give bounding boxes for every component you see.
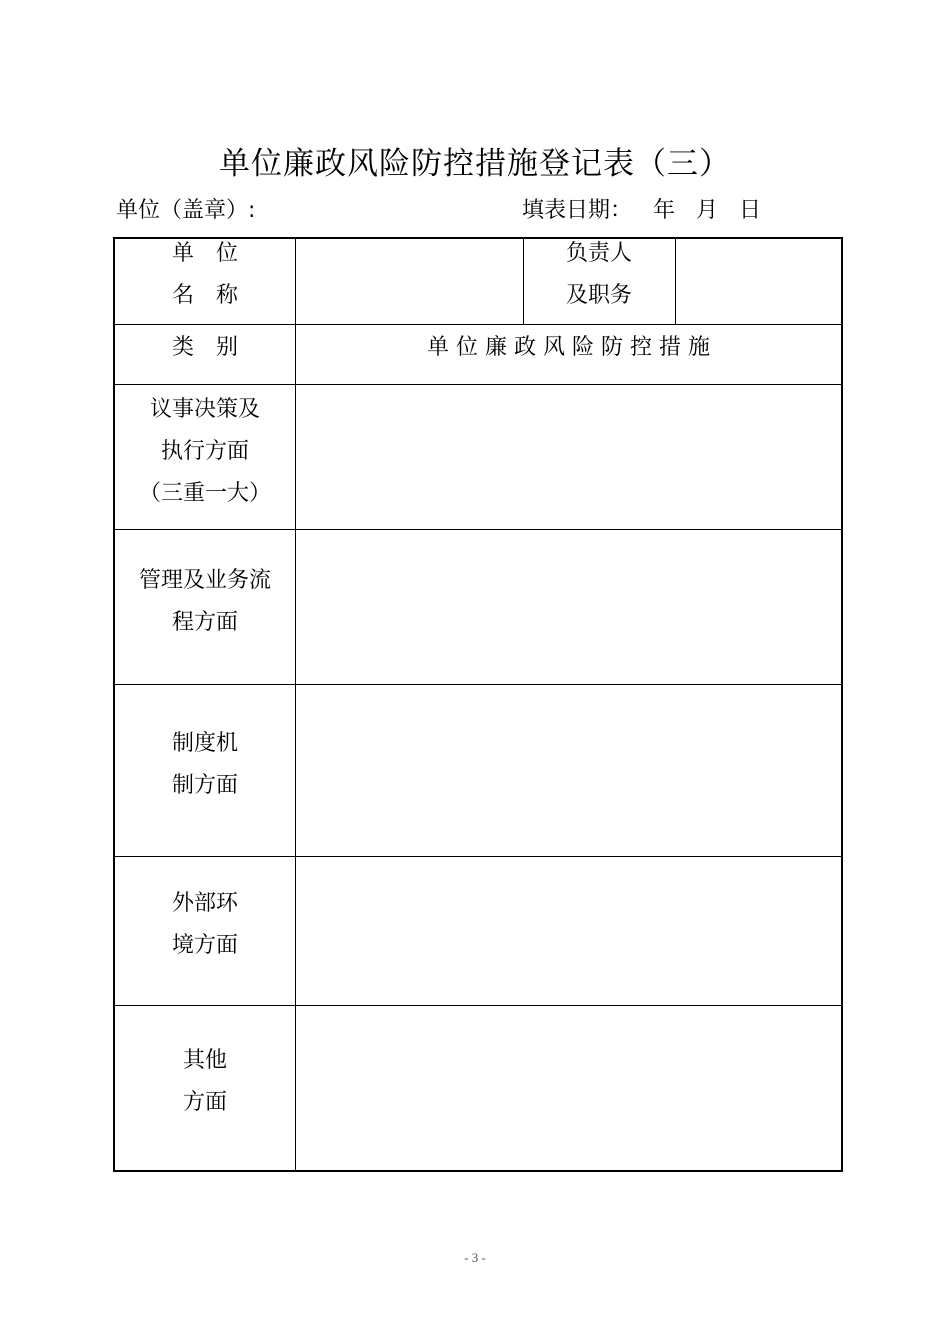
unit-name-label: 单 位 名 称 — [171, 241, 238, 308]
unit-seal-label: 单位（盖章）: — [116, 198, 256, 223]
row-label-other: 其他 方面 — [182, 1048, 227, 1115]
row-field-external[interactable] — [296, 857, 841, 1005]
row-label-system: 制度机 制方面 — [171, 731, 238, 798]
row-field-management[interactable] — [296, 530, 841, 684]
row-label-management: 管理及业务流 程方面 — [138, 568, 271, 635]
category-label: 类 别 — [171, 335, 238, 360]
row-label-decision: 议事决策及 执行方面 （三重一大） — [138, 397, 271, 506]
responsible-field[interactable] — [676, 239, 841, 324]
registration-table — [113, 237, 843, 1172]
measures-header: 单 位 廉 政 风 险 防 控 措 施 — [427, 335, 710, 360]
fill-date-label: 填表日期： 年 月 日 — [522, 198, 761, 223]
unit-name-field[interactable] — [296, 239, 523, 324]
row-field-decision[interactable] — [296, 385, 841, 529]
form-title: 单位廉政风险防控措施登记表（三） — [219, 146, 731, 182]
row-label-external: 外部环 境方面 — [171, 891, 238, 958]
responsible-label: 负责人 及职务 — [565, 241, 632, 308]
row-field-system[interactable] — [296, 685, 841, 856]
page-number: - 3 - — [464, 1250, 486, 1265]
row-field-other[interactable] — [296, 1006, 841, 1170]
